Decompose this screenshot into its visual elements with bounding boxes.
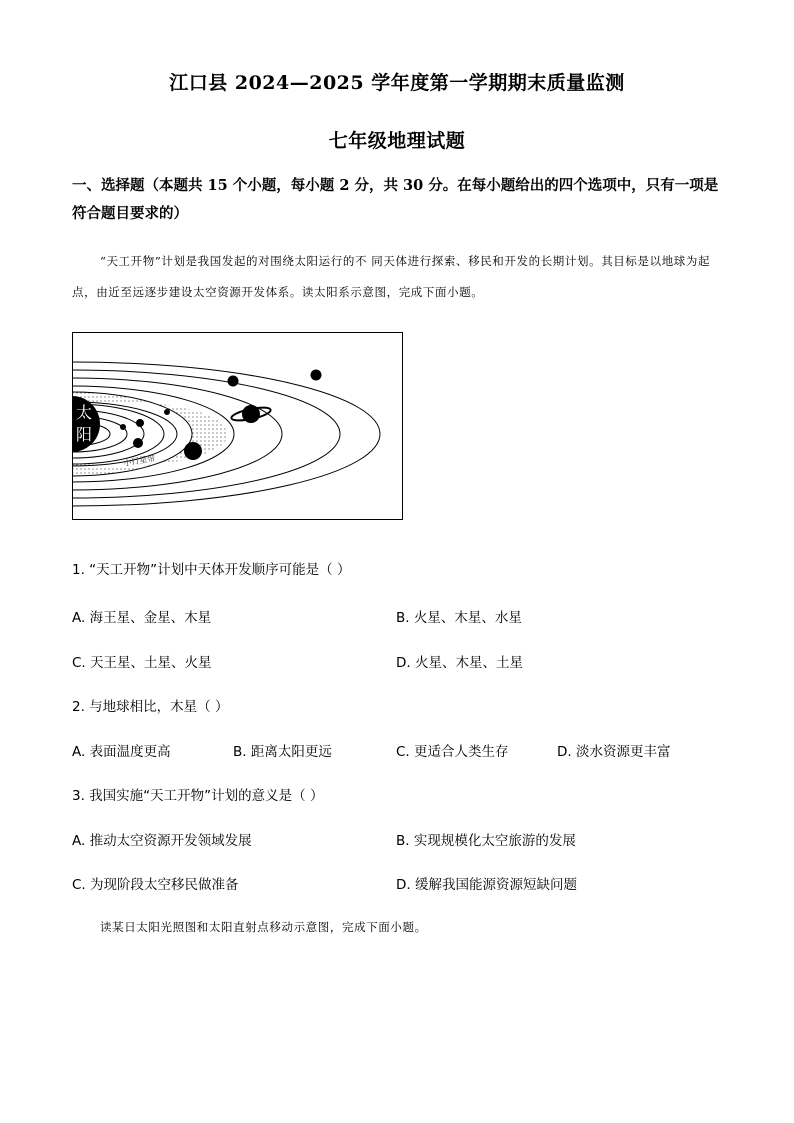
q3-option-b: B. 实现规模化太空旅游的发展: [396, 833, 576, 849]
planet-mercury: [95, 416, 99, 420]
planet-neptune: [311, 370, 322, 381]
q1-option-b: B. 火星、木星、水星: [396, 610, 522, 626]
exam-subtitle: 七年级地理试题: [328, 130, 466, 152]
q2-option-c: C. 更适合人类生存: [396, 744, 509, 760]
sun-label-1: 太: [76, 403, 93, 422]
q1-option-d: D. 火星、木星、土星: [396, 655, 523, 671]
q3-option-c: C. 为现阶段太空移民做准备: [72, 877, 239, 893]
planet-venus: [120, 424, 126, 430]
asteroid-belt-label: 小行星带: [122, 453, 156, 468]
question-3-stem: 3. 我国实施“天工开物”计划的意义是（ ）: [72, 788, 324, 804]
planet-saturn: [242, 405, 260, 423]
planet-earth: [136, 419, 144, 427]
planet-mars: [133, 438, 143, 448]
q2-option-d: D. 淡水资源更丰富: [557, 744, 671, 760]
exam-title: 江口县 2024—2025 学年度第一学期期末质量监测: [169, 72, 625, 94]
q3-option-a: A. 推动太空资源开发领域发展: [72, 833, 252, 849]
question-2-stem: 2. 与地球相比，木星（ ）: [72, 699, 229, 715]
planet-jupiter: [184, 442, 202, 460]
q1-option-a: A. 海王星、金星、木星: [72, 610, 212, 626]
q2-option-a: A. 表面温度更高: [72, 744, 171, 760]
section-heading: 一、选择题（本题共 15 个小题，每小题 2 分，共 30 分。在每小题给出的四个选项中，只有一项是符合题目要求的）: [72, 177, 719, 222]
q3-option-d: D. 缓解我国能源资源短缺问题: [396, 877, 577, 893]
q2-option-b: B. 距离太阳更远: [233, 744, 332, 760]
reading-intro: “天工开物”计划是我国发起的对围绕太阳运行的不 同天体进行探索、移民和开发的长期计划。其目标是以地球为起点，由近至远逐步建设太空资源开发体系。读太阳系示意图，完成下面小题。: [72, 254, 711, 299]
sun-label-2: 阳: [76, 425, 93, 444]
reading-intro-2: 读某日太阳光照图和太阳直射点移动示意图，完成下面小题。: [100, 920, 427, 934]
planet-uranus: [228, 376, 239, 387]
question-1-stem: 1. “天工开物”计划中天体开发顺序可能是（ ）: [72, 562, 351, 578]
q1-option-c: C. 天王星、土星、火星: [72, 655, 212, 671]
planet-dwarf: [164, 409, 170, 415]
solar-system-diagram: [72, 332, 403, 520]
